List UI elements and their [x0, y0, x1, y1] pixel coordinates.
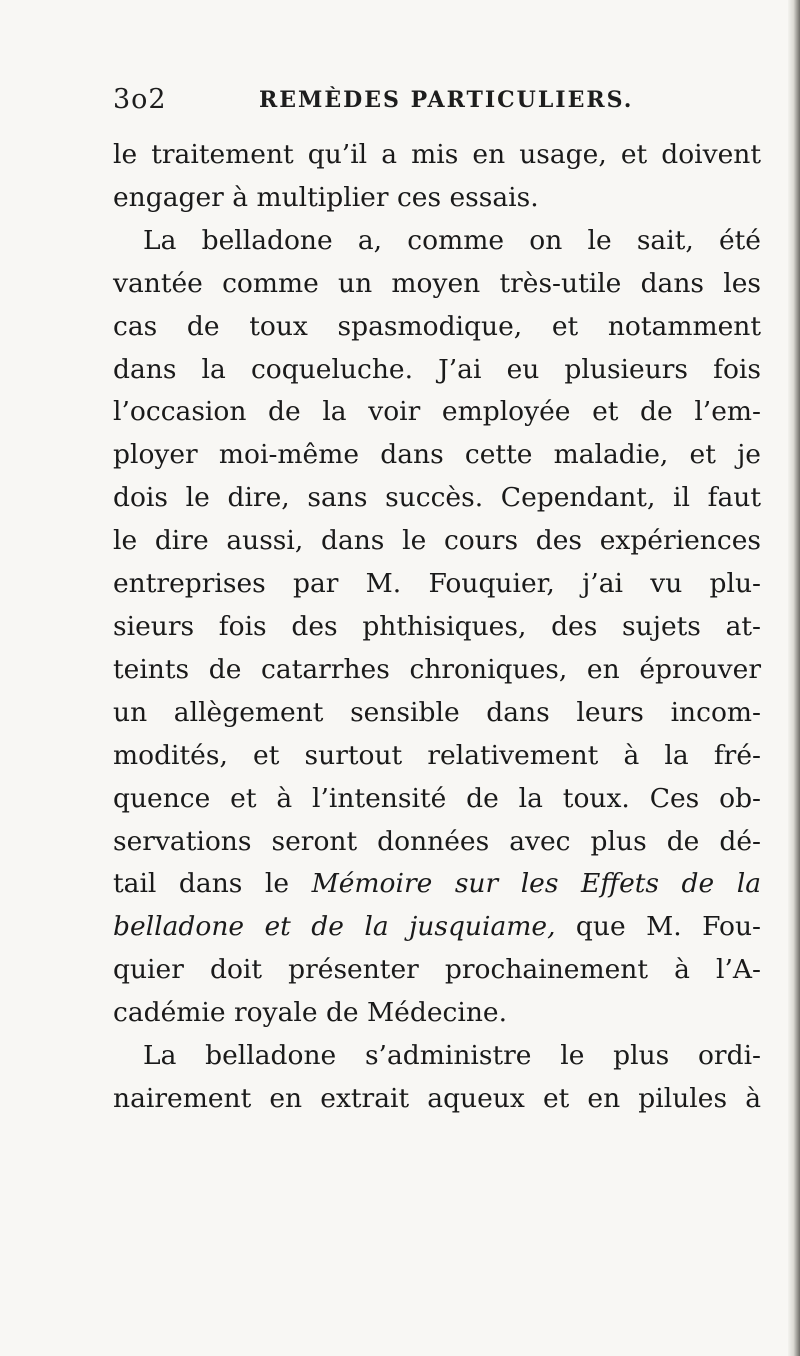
page-number: 3o2	[113, 84, 167, 115]
text-line: sieurs fois des phthisiques, des sujets at-	[113, 610, 761, 642]
text-line: cas de toux spasmodique, et notamment	[113, 310, 761, 342]
body-text	[113, 134, 761, 1121]
text-line: La belladone s’administre le plus ordi-	[143, 1040, 761, 1072]
text-line: ployer moi-même dans cette maladie, et je	[113, 439, 761, 471]
text-line: La belladone a, comme on le sait, été	[143, 224, 761, 256]
running-head: REMÈDES PARTICULIERS.	[259, 87, 634, 113]
text-line: servations seront données avec plus de dé-	[113, 825, 761, 857]
text-line-with-title	[113, 863, 761, 906]
text-fragment: que M. Fou-	[555, 911, 761, 943]
text-line: un allègement sensible dans leurs incom-	[113, 696, 761, 728]
text-line: quence et à l’intensité de la toux. Ces ob-	[113, 782, 761, 814]
italic-title-part-2: belladone et de la jusquiame,	[113, 911, 556, 943]
text-line: dois le dire, sans succès. Cependant, il faut	[113, 482, 761, 514]
page-edge-shadow	[788, 0, 800, 1356]
text-line: l’occasion de la voir employée et de l’em-	[113, 396, 761, 428]
text-line: cadémie royale de Médecine.	[113, 997, 507, 1029]
italic-title-part-1: Mémoire sur les Effets de la	[311, 868, 762, 900]
text-line: modités, et surtout relativement à la fré-	[113, 739, 761, 771]
text-fragment: tail dans le	[113, 868, 312, 900]
text-line: quier doit présenter prochainement à l’A-	[113, 954, 761, 986]
text-line-with-title	[113, 906, 761, 949]
text-line: nairement en extrait aqueux et en pilules à	[113, 1082, 761, 1114]
text-line: dans la coqueluche. J’ai eu plusieurs fois	[113, 353, 761, 385]
text-line: entreprises par M. Fouquier, j’ai vu plu-	[113, 568, 761, 600]
text-line: le traitement qu’il a mis en usage, et doivent	[113, 139, 761, 170]
text-line: le dire aussi, dans le cours des expériences	[113, 525, 761, 557]
text-line: vantée comme un moyen très-utile dans les	[113, 267, 761, 299]
text-line: engager à multiplier ces essais.	[113, 181, 539, 213]
page-header	[113, 84, 673, 124]
text-line: teints de catarrhes chroniques, en éprouver	[113, 653, 761, 685]
